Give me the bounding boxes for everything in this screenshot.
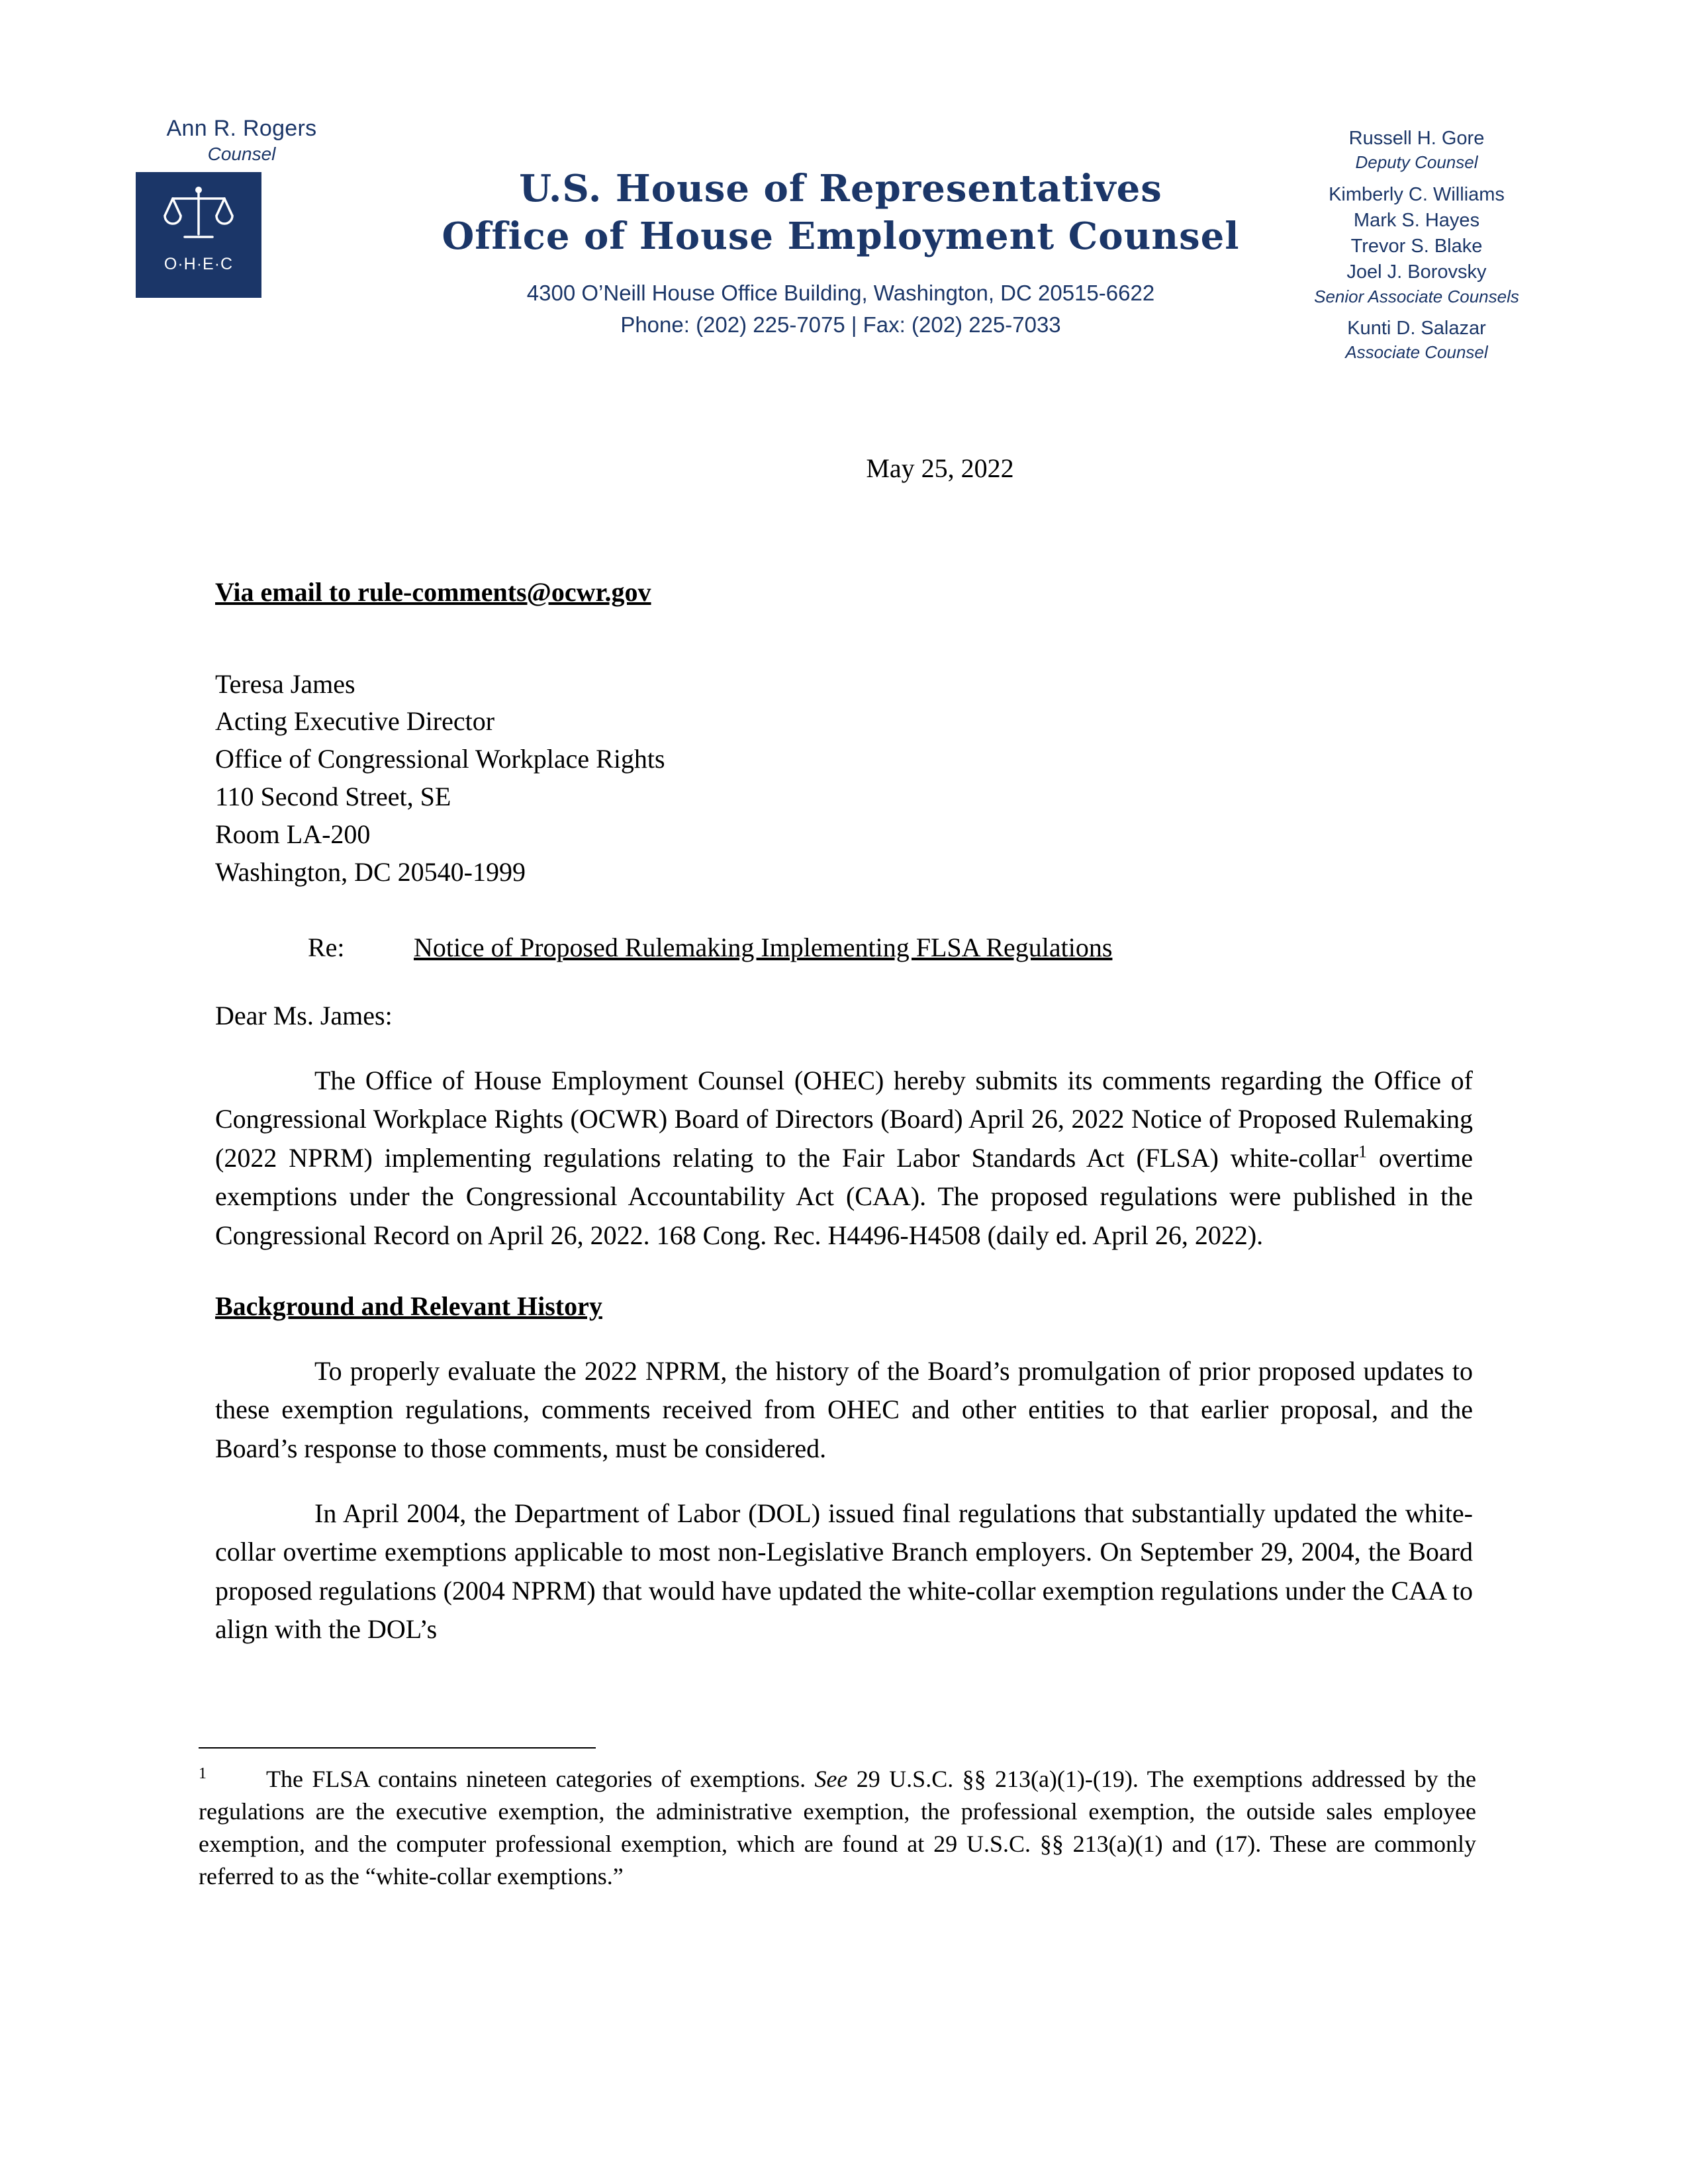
salutation: Dear Ms. James: xyxy=(215,1001,393,1031)
footnote-see-italic: See xyxy=(814,1766,848,1792)
ohec-seal xyxy=(136,172,261,298)
letterhead-right-contacts xyxy=(1231,126,1602,372)
counsel-name: Ann R. Rogers xyxy=(166,116,317,141)
recipient-line: Office of Congressional Workplace Rights xyxy=(215,744,665,774)
paragraph-2: To properly evaluate the 2022 NPRM, the history of the Board’s promulgation of prior proposed updates to these exemption regulations, comments received from OHEC and other entities to that earlier proposal, and the Board’s response to those comments, must be considered. xyxy=(215,1355,1473,1463)
contact-group xyxy=(1231,182,1602,308)
contact-name: Mark S. Hayes xyxy=(1353,210,1480,232)
contact-title: Associate Counsel xyxy=(1345,342,1488,363)
recipient-address-block xyxy=(215,666,1473,891)
organization-line-2: Office of House Employment Counsel xyxy=(442,214,1240,258)
via-email-line: Via email to rule-comments@ocwr.gov xyxy=(215,576,651,607)
seal-label: O·H·E·C xyxy=(164,255,234,273)
contact-group xyxy=(1231,126,1602,174)
section-heading-background: Background and Relevant History xyxy=(215,1291,602,1321)
counsel-title: Counsel xyxy=(207,144,276,165)
footnote-area xyxy=(199,1747,1476,1893)
subject-line xyxy=(308,929,1473,967)
letter-body xyxy=(215,450,1473,1649)
subject-text: Notice of Proposed Rulemaking Implementing FLSA Regulations xyxy=(414,933,1113,963)
footnote-marker: 1 xyxy=(199,1765,207,1782)
contact-title: Senior Associate Counsels xyxy=(1314,286,1519,306)
contact-title: Deputy Counsel xyxy=(1355,152,1478,173)
subject-label: Re: xyxy=(308,933,345,963)
paragraph-3: In April 2004, the Department of Labor (DOL) issued final regulations that substantially updated the white-collar overtime exemptions applicable to most non-Legislative Branch employers. On September 29, 2004, the Board proposed regulations (2004 NPRM) that would have updated the white-collar exemption regulations under the CAA to align with the DOL’s xyxy=(215,1498,1473,1645)
recipient-line: 110 Second Street, SE xyxy=(215,781,451,811)
footnote-text-a: The FLSA contains nineteen categories of exemptions. xyxy=(266,1766,815,1792)
organization-line-1: U.S. House of Representatives xyxy=(519,167,1162,210)
office-address: 4300 O’Neill House Office Building, Washington, DC 20515-6622 xyxy=(526,281,1155,306)
letterhead-center xyxy=(371,165,1311,341)
letterhead-left-contact xyxy=(99,116,384,165)
contact-name: Joel J. Borovsky xyxy=(1346,261,1487,283)
paragraph-1-part-a: The Office of House Employment Counsel (OHEC) hereby submits its comments regarding the Office of Congressional Workplace Rights (OCWR) Board of Directors (Board) April 26, 2022 Notice of Proposed Rulemaking (2022 NPRM) implementing regulations relating to the Fair Labor Standards Act (FLSA) white-collar xyxy=(215,1065,1473,1173)
letterhead xyxy=(0,0,1688,424)
recipient-line: Room LA-200 xyxy=(215,819,371,849)
contact-group xyxy=(1231,316,1602,364)
paragraph-1-part-b: overtime exemptions under the Congressional Accountability Act (CAA). The proposed regulations were published in the Congressional Record on April 26, 2022. 168 Cong. Rec. H4496-H4508 (daily ed. April 26, 2022). xyxy=(215,1142,1473,1250)
contact-name: Trevor S. Blake xyxy=(1350,236,1483,257)
paragraph-1 xyxy=(215,1062,1473,1255)
footnote-text-b: 29 U.S.C. §§ 213(a)(1)-(19). The exemptions addressed by the regulations are the executive exemption, the administrative exemption, the professional exemption, the outside sales employee exemption, and the computer professional exemption, which are found at 29 U.S.C. §§ 213(a)(1) and (17). These are commonly referred to as the “white-collar exemptions.” xyxy=(199,1766,1476,1889)
contact-name: Russell H. Gore xyxy=(1348,128,1485,149)
recipient-line: Acting Executive Director xyxy=(215,706,495,737)
contact-name: Kunti D. Salazar xyxy=(1347,318,1486,340)
letter-date: May 25, 2022 xyxy=(866,453,1014,483)
recipient-line: Teresa James xyxy=(215,668,355,699)
office-phone-fax: Phone: (202) 225-7075 | Fax: (202) 225-7033 xyxy=(620,312,1061,338)
footnote-1 xyxy=(199,1763,1476,1893)
footnote-reference-1: 1 xyxy=(1358,1142,1367,1161)
contact-name: Kimberly C. Williams xyxy=(1329,183,1505,205)
footnote-separator xyxy=(199,1747,596,1749)
recipient-line: Washington, DC 20540-1999 xyxy=(215,856,526,887)
scales-of-justice-icon xyxy=(136,184,261,251)
